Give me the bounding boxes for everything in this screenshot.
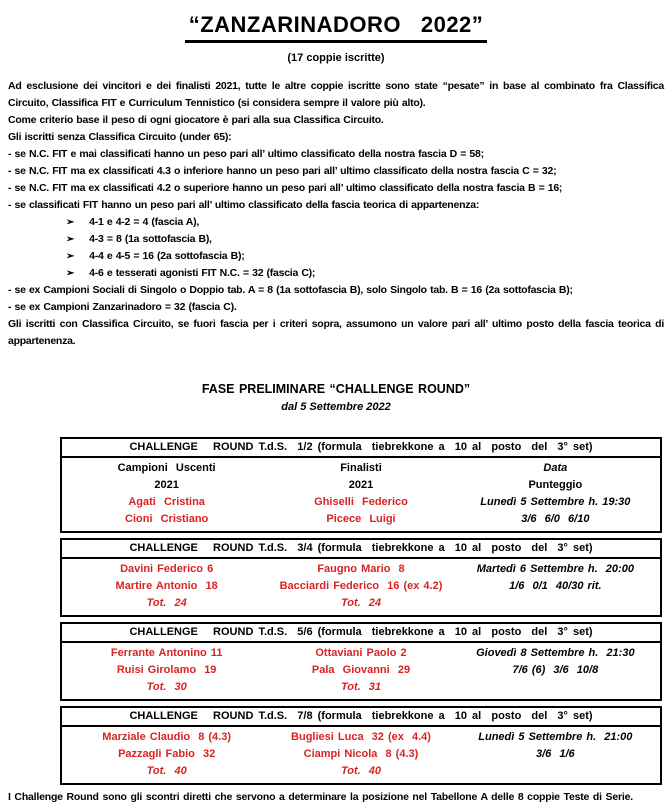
table-body bbox=[62, 458, 660, 531]
intro-paragraph: - se ex Campioni Zanzarinadoro = 32 (fascia C). bbox=[8, 301, 237, 313]
intro-paragraph: Gli iscritti con Classifica Circuito, se fuori fascia per i criteri sopra, assumono un valore pari all’ ultimo posto della fascia teorica di appartenenza. bbox=[8, 318, 664, 347]
page-subtitle: (17 coppie iscritte) bbox=[287, 52, 385, 64]
bullet-text: 4-1 e 4-2 = 4 (fascia A), bbox=[89, 216, 200, 228]
table-body bbox=[62, 643, 660, 699]
bullet-text: 4-4 e 4-5 = 16 (2a sottofascia B); bbox=[89, 250, 245, 262]
info-line: 3/6 1/6 bbox=[535, 748, 575, 760]
table-column bbox=[271, 460, 450, 528]
team-line: Pazzagli Fabio 32 bbox=[118, 748, 216, 760]
team-line: Tot. 40 bbox=[146, 765, 187, 777]
info-line: 2021 bbox=[154, 479, 179, 491]
table-body bbox=[62, 727, 660, 783]
intro-paragraph: - se N.C. FIT e mai classificati hanno un peso pari all’ ultimo classificato della nostra fascia D = 58; bbox=[8, 148, 484, 160]
team-line: Tot. 24 bbox=[340, 597, 382, 609]
team-line: Ottaviani Paolo 2 bbox=[315, 647, 407, 659]
intro-bullet-item bbox=[8, 265, 664, 282]
footer-note: I Challenge Round sono gli scontri diretti che servono a determinare la posizione nel Tabellone A delle 8 coppie Teste di Serie. bbox=[8, 791, 633, 802]
bullet-arrow-icon: ➢ bbox=[66, 217, 75, 228]
info-line: 3/6 6/0 6/10 bbox=[521, 513, 590, 525]
info-line: Lunedì 5 Settembre h. 21:00 bbox=[478, 731, 633, 743]
table-column bbox=[451, 460, 660, 528]
table-column bbox=[451, 561, 660, 595]
table-column bbox=[271, 729, 450, 780]
team-line: Faugno Mario 8 bbox=[317, 563, 405, 575]
info-line: Martedì 6 Settembre h. 20:00 bbox=[476, 563, 634, 575]
team-line: Ciampi Nicola 8 (4.3) bbox=[303, 748, 419, 760]
bullet-arrow-icon: ➢ bbox=[66, 251, 75, 262]
info-line: Campioni Uscenti bbox=[117, 462, 216, 474]
table-title: CHALLENGE ROUND T.d.S. 7/8 (formula tiebrekkone a 10 al posto del 3° set) bbox=[62, 708, 660, 727]
info-line: Giovedì 8 Settembre h. 21:30 bbox=[476, 647, 635, 659]
team-line: Picece Luigi bbox=[326, 513, 396, 525]
challenge-table bbox=[60, 622, 662, 701]
info-line: 2021 bbox=[348, 479, 374, 491]
table-title: CHALLENGE ROUND T.d.S. 1/2 (formula tiebrekkone a 10 al posto del 3° set) bbox=[62, 439, 660, 458]
team-line: Tot. 40 bbox=[340, 765, 382, 777]
table-column bbox=[271, 645, 450, 696]
challenge-table bbox=[60, 538, 662, 617]
info-line: Data bbox=[543, 462, 568, 474]
intro-paragraph: Come criterio base il peso di ogni giocatore è pari alla sua Classifica Circuito. bbox=[8, 114, 384, 126]
page-title: “ZANZARINADORO 2022” bbox=[185, 12, 488, 43]
table-column bbox=[451, 729, 660, 763]
team-line: Tot. 24 bbox=[146, 597, 187, 609]
team-line: Tot. 31 bbox=[340, 681, 382, 693]
bullet-arrow-icon: ➢ bbox=[66, 268, 75, 279]
table-column bbox=[62, 645, 271, 696]
section-title: FASE PRELIMINARE “CHALLENGE ROUND” bbox=[201, 382, 471, 396]
intro-bullet-item bbox=[8, 214, 664, 231]
team-line: Pala Giovanni 29 bbox=[311, 664, 411, 676]
challenge-table bbox=[60, 437, 662, 533]
bullet-text: 4-3 = 8 (1a sottofascia B), bbox=[89, 233, 212, 245]
info-line: Lunedì 5 Settembre h. 19:30 bbox=[480, 496, 631, 508]
info-line: 1/6 0/1 40/30 rit. bbox=[509, 580, 602, 592]
team-line: Martire Antonio 18 bbox=[115, 580, 218, 592]
intro bbox=[8, 78, 664, 350]
info-line: Finalisti bbox=[340, 462, 382, 474]
intro-paragraph: - se ex Campioni Sociali di Singolo o Doppio tab. A = 8 (1a sottofascia B), solo Singolo tab. B = 16 (2a sottofascia B); bbox=[8, 284, 573, 296]
table-column bbox=[451, 645, 660, 679]
team-line: Davini Federico 6 bbox=[120, 563, 214, 575]
team-line: Tot. 30 bbox=[146, 681, 187, 693]
table-column bbox=[62, 729, 271, 780]
table-column bbox=[62, 561, 271, 612]
challenge-table bbox=[60, 706, 662, 785]
intro-paragraph: - se N.C. FIT ma ex classificati 4.3 o inferiore hanno un peso pari all’ ultimo classificato della nostra fascia C = 32; bbox=[8, 165, 557, 177]
team-line: Marziale Claudio 8 (4.3) bbox=[102, 731, 231, 743]
title-wrap bbox=[8, 12, 664, 43]
team-line: Ruisi Girolamo 19 bbox=[116, 664, 217, 676]
info-line: Punteggio bbox=[528, 479, 583, 491]
table-title: CHALLENGE ROUND T.d.S. 3/4 (formula tiebrekkone a 10 al posto del 3° set) bbox=[62, 540, 660, 559]
intro-paragraph: - se classificati FIT hanno un peso pari all’ ultimo classificato della fascia teorica di appartenenza: bbox=[8, 199, 480, 211]
intro-paragraph: Gli iscritti senza Classifica Circuito (under 65): bbox=[8, 131, 232, 143]
bullet-arrow-icon: ➢ bbox=[66, 234, 75, 245]
tables bbox=[60, 437, 662, 785]
table-title: CHALLENGE ROUND T.d.S. 5/6 (formula tiebrekkone a 10 al posto del 3° set) bbox=[62, 624, 660, 643]
info-line: 7/6 (6) 3/6 10/8 bbox=[512, 664, 599, 676]
section-subtitle: dal 5 Settembre 2022 bbox=[281, 401, 391, 413]
team-line: Ghiselli Federico bbox=[314, 496, 408, 508]
team-line: Bugliesi Luca 32 (ex 4.4) bbox=[291, 731, 431, 743]
table-body bbox=[62, 559, 660, 615]
team-line: Cioni Cristiano bbox=[125, 513, 209, 525]
bullet-text: 4-6 e tesserati agonisti FIT N.C. = 32 (fascia C); bbox=[89, 267, 316, 279]
team-line: Ferrante Antonino 11 bbox=[110, 647, 223, 659]
intro-paragraph: - se N.C. FIT ma ex classificati 4.2 o superiore hanno un peso pari all’ ultimo classificato della nostra fascia B = 16; bbox=[8, 182, 563, 194]
intro-paragraph: Ad esclusione dei vincitori e dei finalisti 2021, tutte le altre coppie iscritte sono state “pesate” in base al combinato fra Classifica Circuito, Classifica FIT e Curriculum Tennistico (si considera sempre il valore più alto). bbox=[8, 80, 664, 109]
team-line: Agati Cristina bbox=[128, 496, 205, 508]
intro-bullet-item bbox=[8, 231, 664, 248]
table-column bbox=[62, 460, 271, 528]
intro-bullet-item bbox=[8, 248, 664, 265]
table-column bbox=[271, 561, 450, 612]
team-line: Bacciardi Federico 16 (ex 4.2) bbox=[279, 580, 443, 592]
